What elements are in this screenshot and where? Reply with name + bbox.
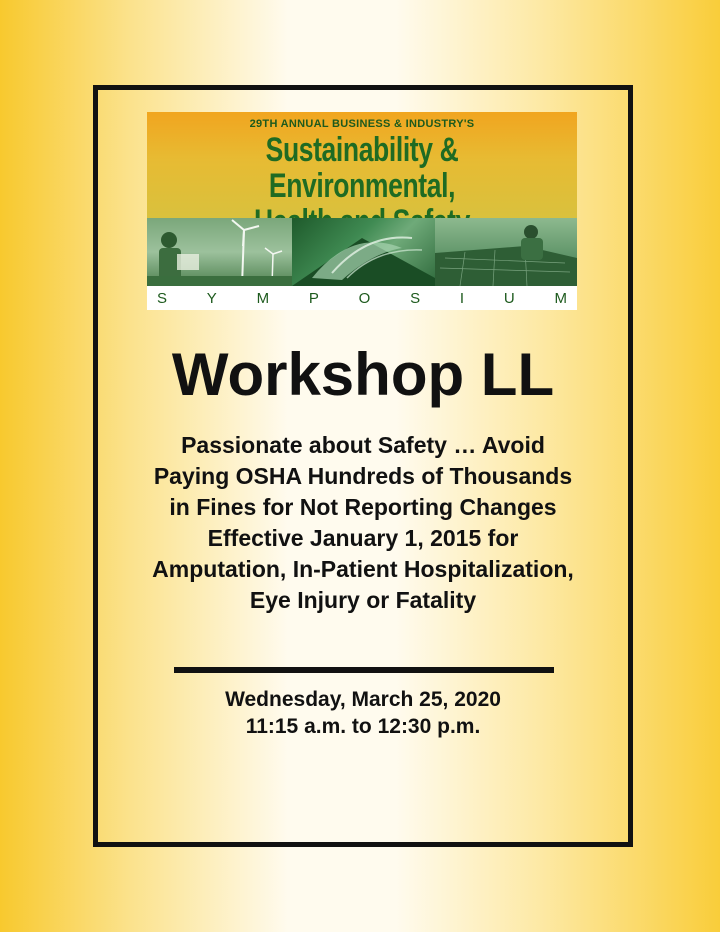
event-date: Wednesday, March 25, 2020	[225, 688, 501, 711]
logo-letter: S	[410, 289, 421, 307]
schedule	[98, 686, 628, 740]
logo-banner	[147, 112, 577, 218]
photo-water-splash	[292, 218, 435, 286]
logo-letter: U	[503, 289, 515, 307]
logo-subtitle: 29TH ANNUAL BUSINESS & INDUSTRY'S	[249, 118, 475, 130]
description-line: in Fines for Not Reporting Changes	[169, 494, 557, 520]
symposium-logo	[147, 112, 577, 310]
logo-letter: P	[308, 289, 319, 307]
divider-rule	[174, 667, 554, 673]
logo-letter: S	[157, 289, 168, 307]
content-frame	[93, 85, 633, 847]
workshop-description	[88, 430, 638, 616]
description-line: Eye Injury or Fatality	[249, 587, 477, 613]
description-line: Effective January 1, 2015 for	[207, 525, 519, 551]
photo-worker-wind-turbines	[147, 218, 292, 286]
photo-solar-panel-worker	[435, 218, 577, 286]
logo-letter: O	[358, 289, 371, 307]
description-line: Paying OSHA Hundreds of Thousands	[153, 463, 573, 489]
description-line: Passionate about Safety … Avoid	[181, 432, 545, 458]
description-line: Amputation, In-Patient Hospitalization,	[152, 556, 574, 582]
logo-title-line-1: Sustainability & Environmental,	[265, 131, 459, 205]
logo-letter: Y	[206, 289, 217, 307]
logo-symposium-letters	[147, 286, 577, 310]
logo-letter: M	[554, 289, 567, 307]
logo-photo-strip	[147, 218, 577, 286]
logo-letter: I	[459, 289, 465, 307]
logo-letter: M	[256, 289, 270, 307]
event-time: 11:15 a.m. to 12:30 p.m.	[245, 715, 481, 738]
workshop-title: Workshop LL	[171, 341, 555, 408]
